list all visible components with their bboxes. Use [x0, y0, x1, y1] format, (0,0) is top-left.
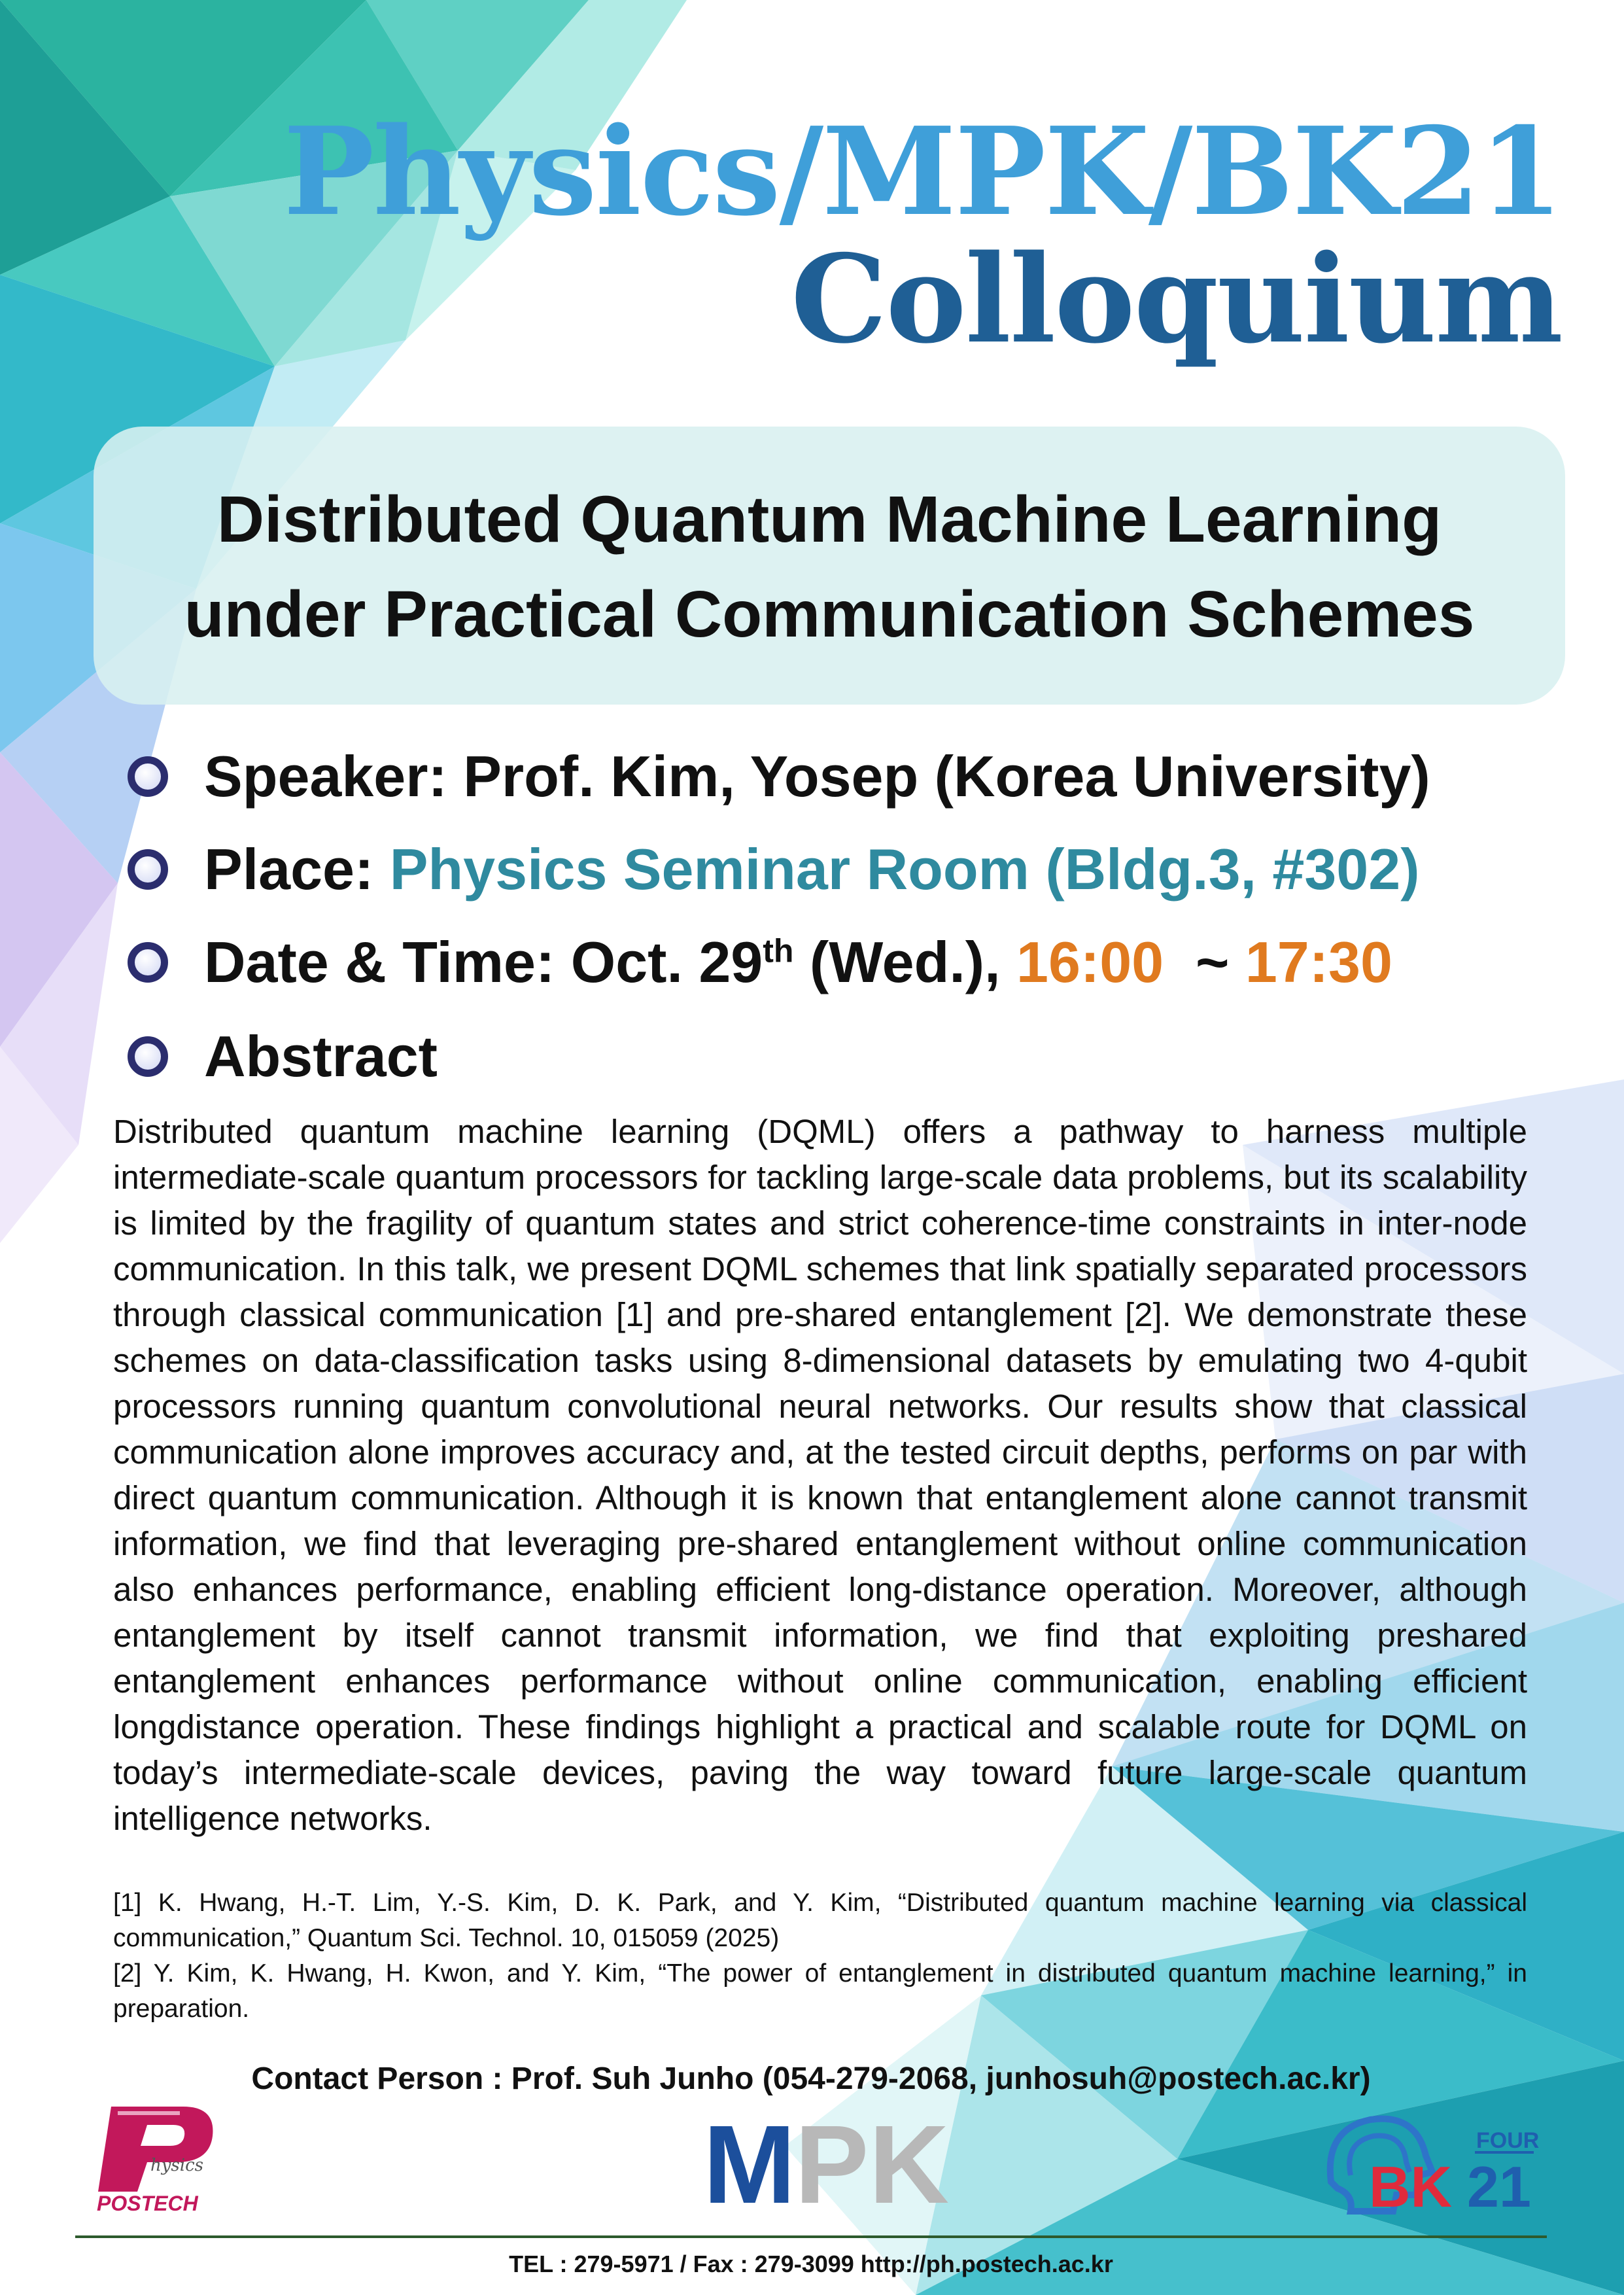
bk-text: BK	[1369, 2154, 1453, 2219]
time-end: 17:30	[1245, 930, 1392, 994]
place-row	[128, 830, 1420, 909]
postech-physics-logo	[85, 2094, 229, 2218]
place-text	[204, 836, 1420, 903]
bullet-icon	[128, 942, 168, 983]
date-day: (Wed.),	[809, 930, 1001, 994]
footer-contact-line: TEL : 279-5971 / Fax : 279-3099 http://ph.postech.ac.kr	[509, 2251, 1113, 2277]
speaker-value: Prof. Kim, Yosep (Korea University)	[463, 744, 1430, 809]
reference-item: [1] K. Hwang, H.-T. Lim, Y.-S. Kim, D. K. Park, and Y. Kim, “Distributed quantum machine learning via classical communication,” Quantum Sci. Technol. 10, 015059 (2025)	[113, 1889, 1527, 1952]
references	[113, 1885, 1527, 2027]
speaker-label: Speaker:	[204, 744, 447, 809]
mpk-logo-m: M	[703, 2103, 796, 2227]
postech-label: POSTECH	[97, 2192, 198, 2215]
time-start: 16:00	[1016, 930, 1164, 994]
time-separator: ~	[1196, 930, 1230, 994]
abstract-heading: Abstract	[204, 1024, 438, 1089]
four-bk21-logo	[1318, 2103, 1540, 2221]
date-label: Date & Time:	[204, 930, 555, 994]
mpk-logo	[703, 2103, 950, 2227]
talk-title	[94, 472, 1565, 662]
bullet-icon	[128, 1036, 168, 1077]
date-suffix: th	[763, 932, 794, 970]
contact-person: Contact Person : Prof. Suh Junho (054-279-2068, junhosuh@postech.ac.kr)	[251, 2061, 1371, 2096]
abstract-row	[128, 1017, 438, 1096]
speaker-text	[204, 743, 1430, 810]
talk-title-line2: under Practical Communication Schemes	[184, 578, 1475, 651]
physics-label: hysics	[150, 2156, 203, 2175]
bullet-icon	[128, 849, 168, 890]
date-time-text	[204, 929, 1392, 996]
bk-number: 21	[1467, 2154, 1531, 2219]
mpk-logo-pk: PK	[795, 2103, 950, 2227]
abstract-body: Distributed quantum machine learning (DQML) offers a pathway to harness multiple intermediate-scale quantum processors for tackling large-scale data problems, but its scalability is limited by the fragility of quantum states and strict coherence-time constraints in inter-node communication. In this talk, we present DQML schemes that link spatially separated processors through classical communication [1] and pre-shared entanglement [2]. We demonstrate these schemes on data-classification tasks using 8-dimensional datasets by emulating two 4-qubit processors running quantum convolutional neural networks. Our results show that classical communication alone improves accuracy and, at the tested circuit depths, performs on par with direct quantum communication. Although it is known that entanglement alone cannot transmit information, we find that leveraging pre-shared entanglement without online communication also enhances performance, enabling efficient long-distance operation. Moreover, although entanglement by itself cannot transmit information, we find that exploiting preshared entanglement enhances performance without online communication, enabling efficient longdistance operation. These findings highlight a practical and scalable route for DQML on today’s intermediate-scale devices, paving the way toward future large-scale quantum intelligence networks.	[113, 1113, 1527, 1837]
place-label: Place:	[204, 837, 374, 902]
date-value: Oct. 29	[570, 930, 763, 994]
talk-title-line1: Distributed Quantum Machine Learning	[216, 483, 1442, 556]
header-title-line1: Physics/MPK/BK21	[283, 100, 1562, 243]
four-text: FOUR	[1476, 2128, 1540, 2153]
postech-p-icon	[85, 2094, 229, 2198]
reference-item: [2] Y. Kim, K. Hwang, H. Kwon, and Y. Kim, “The power of entanglement in distributed quantum machine learning,” in preparation.	[113, 1959, 1527, 2023]
bullet-icon	[128, 756, 168, 797]
speaker-row	[128, 737, 1430, 816]
date-time-row	[128, 923, 1392, 1002]
footer-divider	[75, 2235, 1547, 2238]
header-title-line2: Colloquium	[791, 228, 1562, 370]
place-value: Physics Seminar Room (Bldg.3, #302)	[389, 837, 1420, 902]
